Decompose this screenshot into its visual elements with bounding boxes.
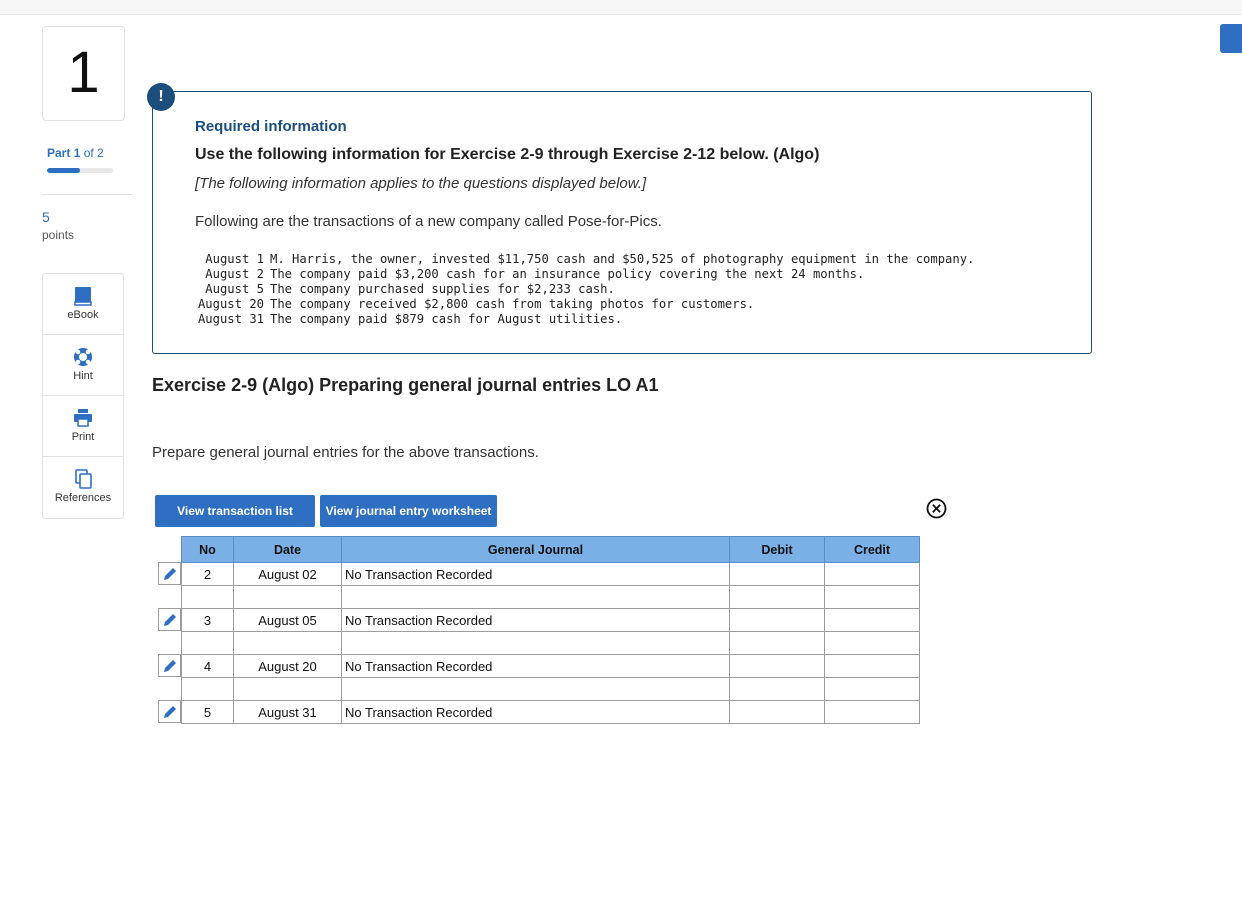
header-date: Date: [234, 537, 342, 563]
use-information-heading: Use the following information for Exercise 2-9 through Exercise 2-12 below. (Algo): [195, 146, 820, 163]
close-icon[interactable]: [926, 498, 947, 519]
lifebuoy-icon: [73, 347, 93, 367]
alert-icon: !: [147, 83, 175, 111]
top-bar: [0, 0, 1242, 15]
hint-button[interactable]: [43, 335, 123, 396]
journal-header-row: [182, 537, 920, 563]
entry-credit: [825, 655, 920, 678]
print-label: Print: [71, 431, 95, 443]
transaction-row: [195, 267, 974, 282]
entry-no: 2: [182, 563, 234, 586]
header-general-journal: General Journal: [342, 537, 730, 563]
documents-icon: [73, 469, 93, 489]
part-prefix: Part: [47, 146, 71, 160]
entry-no: 3: [182, 609, 234, 632]
entry-date: August 20: [234, 655, 342, 678]
entry-debit: [730, 563, 825, 586]
header-credit: Credit: [825, 537, 920, 563]
pencil-icon: [163, 659, 177, 673]
transaction-row: [195, 312, 974, 327]
header-debit: Debit: [730, 537, 825, 563]
table-row: [182, 609, 920, 632]
references-button[interactable]: [43, 457, 123, 518]
entry-account: No Transaction Recorded: [342, 655, 730, 678]
transaction-text: The company paid $3,200 cash for an insurance policy covering the next 24 months.: [270, 267, 865, 281]
entry-no: 5: [182, 701, 234, 724]
exercise-instruction: Prepare general journal entries for the above transactions.: [152, 444, 539, 461]
entry-debit: [730, 701, 825, 724]
transaction-list: [195, 252, 974, 327]
part-indicator[interactable]: [47, 146, 104, 160]
view-journal-worksheet-button[interactable]: View journal entry worksheet: [320, 495, 497, 527]
entry-credit: [825, 563, 920, 586]
entry-credit: [825, 609, 920, 632]
entry-date: August 31: [234, 701, 342, 724]
pencil-icon: [163, 705, 177, 719]
required-information-title: Required information: [195, 118, 347, 135]
points-label: points: [42, 228, 75, 242]
sidebar-divider: [42, 194, 132, 195]
pencil-icon: [163, 567, 177, 581]
table-row: [182, 563, 920, 586]
transaction-text: The company purchased supplies for $2,233 cash.: [270, 282, 615, 296]
header-no: No: [182, 537, 234, 563]
transaction-text: M. Harris, the owner, invested $11,750 cash and $50,525 of photography equipment in the company.: [270, 252, 975, 266]
print-button[interactable]: [43, 396, 123, 457]
transaction-date: August 20: [197, 297, 264, 311]
table-row-blank: [182, 586, 920, 609]
journal-table: [181, 536, 920, 724]
question-number: 1: [67, 40, 100, 105]
transaction-date: August 31: [197, 312, 264, 326]
entry-debit: [730, 609, 825, 632]
transaction-date: August 2: [205, 267, 264, 281]
entry-date: August 02: [234, 563, 342, 586]
edit-entry-button[interactable]: [158, 654, 181, 677]
table-row: [182, 701, 920, 724]
table-row-blank: [182, 632, 920, 655]
ebook-button[interactable]: [43, 274, 123, 335]
entry-account: No Transaction Recorded: [342, 609, 730, 632]
corner-button[interactable]: [1220, 24, 1242, 53]
book-icon: [74, 286, 92, 306]
part-current: 1: [73, 146, 81, 160]
part-total: of 2: [83, 146, 104, 160]
edit-entry-button[interactable]: [158, 608, 181, 631]
applies-note: [The following information applies to the questions displayed below.]: [195, 175, 647, 192]
transactions-intro: Following are the transactions of a new company called Pose-for-Pics.: [195, 213, 662, 230]
transaction-row: [195, 252, 974, 267]
question-number-box: [42, 26, 125, 121]
entry-account: No Transaction Recorded: [342, 563, 730, 586]
pencil-icon: [163, 613, 177, 627]
entry-account: No Transaction Recorded: [342, 701, 730, 724]
transaction-text: The company received $2,800 cash from taking photos for customers.: [270, 297, 755, 311]
entry-date: August 05: [234, 609, 342, 632]
table-row-blank: [182, 678, 920, 701]
points-value: 5: [42, 209, 50, 225]
transaction-row: [195, 282, 974, 297]
transaction-date: August 1: [205, 252, 264, 266]
tools-panel: [42, 273, 124, 519]
transaction-row: [195, 297, 974, 312]
entry-debit: [730, 655, 825, 678]
entry-credit: [825, 701, 920, 724]
entry-no: 4: [182, 655, 234, 678]
transaction-date: August 5: [205, 282, 264, 296]
exercise-title: Exercise 2-9 (Algo) Preparing general journal entries LO A1: [152, 375, 659, 395]
part-progress-fill: [47, 168, 80, 173]
references-label: References: [54, 492, 112, 504]
ebook-label: eBook: [67, 309, 99, 321]
hint-label: Hint: [73, 370, 93, 382]
edit-entry-button[interactable]: [158, 562, 181, 585]
transaction-text: The company paid $879 cash for August utilities.: [270, 312, 623, 326]
edit-entry-button[interactable]: [158, 700, 181, 723]
table-row: [182, 655, 920, 678]
view-transaction-list-button[interactable]: View transaction list: [155, 495, 315, 527]
printer-icon: [73, 408, 93, 428]
part-progress-bar: [47, 168, 113, 173]
